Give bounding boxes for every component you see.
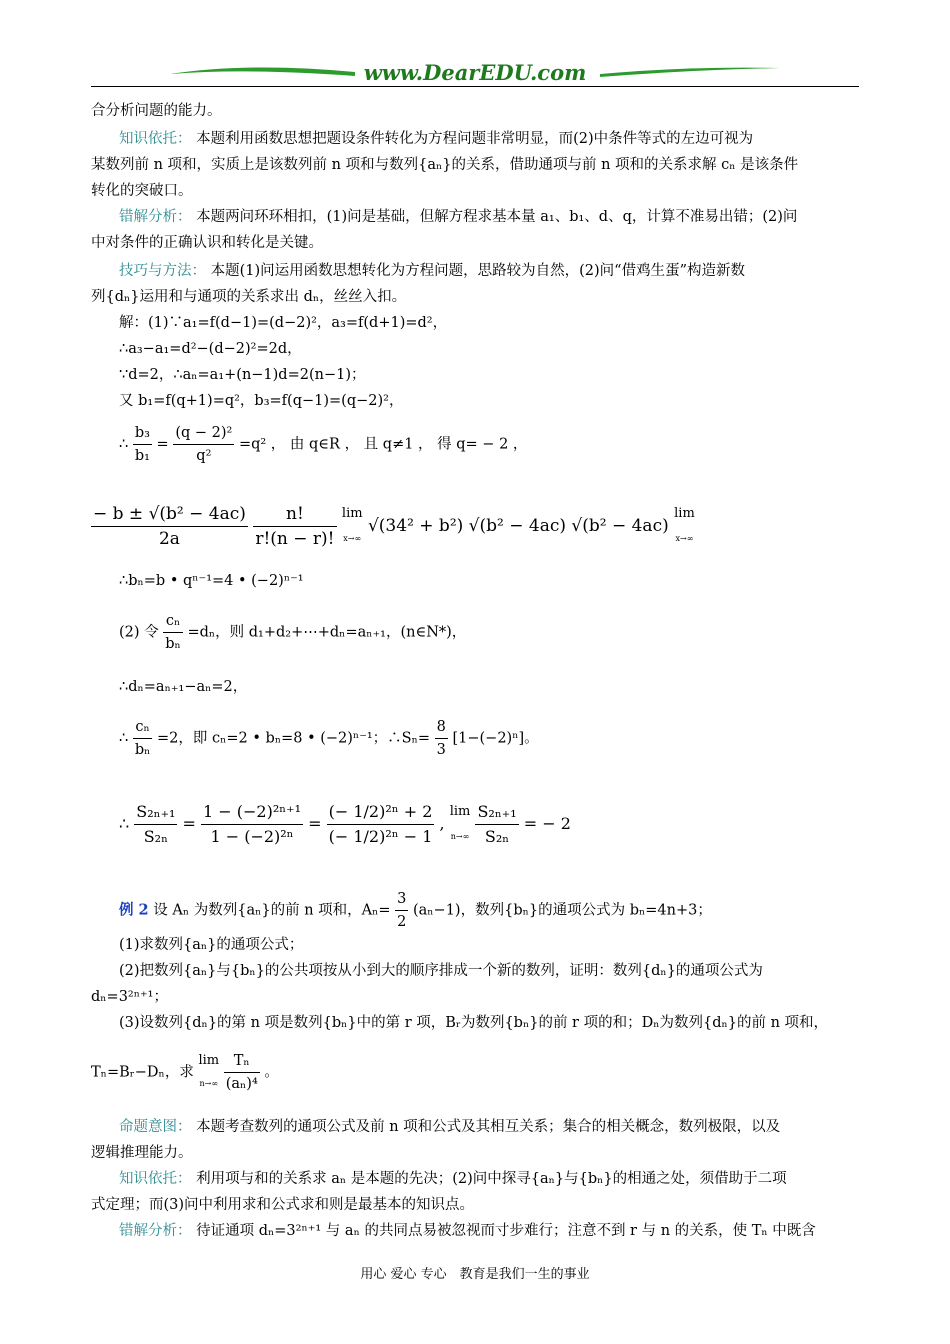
solution-line: 解：(1)∵a₁=f(d−1)=(d−2)²，a₃=f(d+1)=d²， — [119, 315, 448, 331]
numerator: Tₙ — [224, 1050, 260, 1073]
fraction — [133, 422, 152, 467]
paragraph-knowledge-1 — [119, 128, 753, 150]
fraction — [201, 800, 303, 849]
denominator: bₙ — [165, 636, 181, 652]
text-line: 转化的突破口。 — [91, 183, 193, 199]
site-logo-text: www.DearEDU.com — [363, 60, 587, 85]
text-line: 式定理；而(3)问中利用求和公式求和则是最基本的知识点。 — [91, 1197, 475, 1213]
denominator: bₙ — [134, 742, 151, 758]
fraction — [133, 716, 153, 761]
solution-line: ∵d=2，∴aₙ=a₁+(n−1)d=2(n−1)； — [119, 367, 366, 383]
text-span: ∴ — [119, 436, 129, 453]
numerator: S₂ₙ₊₁ — [134, 800, 177, 825]
denominator: S₂ₙ — [484, 827, 510, 846]
denominator: b₁ — [134, 448, 150, 464]
label-error: 错解分析： — [119, 209, 192, 225]
header-rule — [91, 86, 859, 87]
solution-line: ∴a₃−a₁=d²−(d−2)²=2d， — [119, 341, 302, 357]
label-error: 错解分析： — [119, 1223, 192, 1239]
denominator: 2a — [158, 529, 180, 549]
numerator: − b ± √(b² − 4ac) — [91, 502, 248, 527]
text-span: 待证通项 dₙ=3²ⁿ⁺¹ 与 aₙ 的共同点易被忽视而寸步难行；注意不到 r 与 n 的关系，使 Tₙ 中既含 — [196, 1223, 816, 1239]
denominator: (− 1/2)²ⁿ − 1 — [328, 827, 433, 846]
text-span: Tₙ=Bᵣ−Dₙ，求 — [91, 1064, 194, 1081]
limit — [674, 502, 695, 551]
numerator: 8 — [435, 716, 448, 739]
lim-text: lim — [341, 506, 363, 521]
label-intent: 命题意图： — [119, 1119, 192, 1135]
lim-text: lim — [674, 506, 695, 521]
text-span: (2) 令 — [119, 624, 159, 641]
paragraph-error-1 — [119, 206, 797, 228]
solution-line: ∴dₙ=aₙ₊₁−aₙ=2， — [119, 679, 248, 695]
lim-sub: x→∞ — [343, 534, 362, 543]
text-span: 本题(1)问运用函数思想转化为方程问题，思路较为自然，(2)问“借鸡生蛋”构造新数 — [210, 263, 746, 279]
fraction — [327, 800, 435, 849]
solution-line-part2 — [119, 610, 466, 655]
numerator: 1 − (−2)²ⁿ⁺¹ — [201, 800, 303, 825]
paragraph-knowledge-2 — [119, 1168, 787, 1190]
text-span: =2，即 cₙ=2 • bₙ=8 • (−2)ⁿ⁻¹；∴Sₙ= — [157, 730, 431, 747]
limit — [450, 800, 471, 849]
numerator: (q − 2)² — [173, 422, 234, 445]
numerator: cₙ — [163, 610, 183, 633]
lim-sub: n→∞ — [199, 1079, 219, 1088]
solution-line-sn — [119, 716, 539, 761]
fraction — [224, 1050, 260, 1095]
text-span: 本题考查数列的通项公式及前 n 项和公式及其相互关系；集合的相关概念，数列极限，以及 — [196, 1119, 781, 1135]
text-line: 中对条件的正确认识和转化是关键。 — [91, 235, 323, 251]
fraction — [435, 716, 448, 761]
solution-line: 又 b₁=f(q+1)=q²，b₃=f(q−1)=(q−2)²， — [119, 393, 404, 409]
solution-line: ∴bₙ=b • qⁿ⁻¹=4 • (−2)ⁿ⁻¹ — [119, 573, 304, 589]
denominator: 3 — [436, 742, 446, 758]
sqrt-expr: √(b² − 4ac) — [468, 516, 566, 536]
numerator: 3 — [395, 888, 408, 911]
question-3-cont — [91, 1050, 279, 1095]
text-line: 列{dₙ}运用和与通项的关系求出 dₙ，丝丝入扣。 — [91, 289, 407, 305]
solution-line-limit: ∴ $\frac{\text{S₂ₙ₊₁}}{\text{S₂ₙ}}$ = $\frac{\text{1 − (−2)²ⁿ⁺¹}}{\text{1 − (−2)²ⁿ}}$ = $\frac{\text{(− 1/2)²ⁿ + 2}}{\text{(− 1/2)²ⁿ − 1}}$ , lim n→∞ $\frac{\text{S₂ₙ₊₁}}{\text{S₂ₙ}}$ = − 2 — [119, 800, 571, 849]
denominator: S₂ₙ — [143, 827, 168, 846]
solution-line-ratio: ∴ $\frac{\text{b₃}}{\text{b₁}}$ = $\frac{\text{(q − 2)²}}{\text{q²}}$ =q² ， 由 q∈R ， 且 q≠1 ， 得 q= − 2 ， — [119, 422, 859, 467]
text-line: 合分析问题的能力。 — [91, 103, 222, 119]
numerator: (− 1/2)²ⁿ + 2 — [327, 800, 435, 825]
question-2-cont: dₙ=3²ⁿ⁺¹； — [91, 989, 168, 1005]
lim-text: lim — [198, 1053, 220, 1068]
quadratic-formula — [91, 502, 248, 551]
paragraph-error-2 — [119, 1220, 816, 1242]
fraction — [395, 888, 408, 933]
denominator: 2 — [397, 914, 407, 930]
numerator: cₙ — [133, 716, 153, 739]
text-span: = − 2 — [523, 814, 571, 833]
numerator: S₂ₙ₊₁ — [475, 800, 518, 825]
denominator: r!(n − r)! — [255, 529, 335, 549]
denominator: q² — [196, 448, 212, 464]
denominator: 1 − (−2)²ⁿ — [210, 827, 294, 846]
paragraph-technique — [119, 260, 745, 282]
paragraph-intent — [119, 1116, 780, 1138]
text-span: 设 Aₙ 为数列{aₙ}的前 n 项和，Aₙ= — [153, 902, 391, 919]
text-span: ∴ — [119, 730, 129, 747]
text-line: 逻辑推理能力。 — [91, 1145, 193, 1161]
text-span: 利用项与和的关系求 aₙ 是本题的先决；(2)问中探寻{aₙ}与{bₙ}的相通之处，须借助于二项 — [196, 1171, 787, 1187]
label-knowledge: 知识依托： — [119, 1171, 192, 1187]
question-3: (3)设数列{dₙ}的第 n 项是数列{bₙ}中的第 r 项，Bᵣ为数列{bₙ}的前 r 项的和；Dₙ为数列{dₙ}的前 n 项和， — [119, 1015, 829, 1031]
text-span: (aₙ−1)，数列{bₙ}的通项公式为 bₙ=4n+3； — [412, 902, 712, 919]
text-span: 本题两问环环相扣，(1)问是基础，但解方程求基本量 a₁、b₁、d、q，计算不准易出错；(2)问 — [196, 209, 798, 225]
denominator: (aₙ)⁴ — [225, 1076, 258, 1092]
fraction — [475, 800, 518, 849]
limit — [198, 1050, 219, 1095]
page-footer: 用心 爱心 专心 教育是我们一生的事业 — [360, 1267, 590, 1282]
text-span: =q² ， 由 q∈R ， 且 q≠1 ， 得 q= − 2 ， — [238, 436, 528, 453]
site-logo — [170, 58, 780, 88]
lim-text: lim — [449, 804, 471, 819]
formula-strip — [91, 502, 695, 551]
lim-sub: x→∞ — [675, 534, 694, 543]
example-label: 例 2 — [119, 901, 149, 919]
text-line: 某数列前 n 项和，实质上是该数列前 n 项和与数列{aₙ}的关系，借助通项与前 n 项和的关系求解 cₙ 是该条件 — [91, 157, 799, 173]
numerator: b₃ — [133, 422, 152, 445]
fraction — [173, 422, 234, 467]
text-span: 。 — [264, 1064, 279, 1081]
limit — [342, 502, 363, 551]
label-knowledge: 知识依托： — [119, 131, 192, 147]
text-span: =dₙ，则 d₁+d₂+⋯+dₙ=aₙ₊₁，(n∈N*)， — [187, 624, 467, 641]
question-1: (1)求数列{aₙ}的通项公式； — [119, 937, 304, 953]
fraction — [163, 610, 183, 655]
label-technique: 技巧与方法： — [119, 263, 206, 279]
text-span: 本题利用函数思想把题设条件转化为方程问题非常明显，而(2)中条件等式的左边可视为 — [196, 131, 754, 147]
question-2: (2)把数列{aₙ}与{bₙ}的公共项按从小到大的顺序排成一个新的数列，证明：数列{dₙ}的通项公式为 — [119, 963, 763, 979]
combination-formula — [253, 502, 336, 551]
fraction — [134, 800, 177, 849]
numerator: n! — [253, 502, 336, 527]
sqrt-expr: √(b² − 4ac) — [571, 516, 669, 536]
text-span: [1−(−2)ⁿ]。 — [452, 730, 539, 747]
text-span: ∴ — [119, 814, 130, 833]
example-2-line — [119, 888, 712, 933]
sqrt-expr: √(34² + b²) — [367, 516, 464, 536]
lim-sub: n→∞ — [450, 832, 470, 841]
